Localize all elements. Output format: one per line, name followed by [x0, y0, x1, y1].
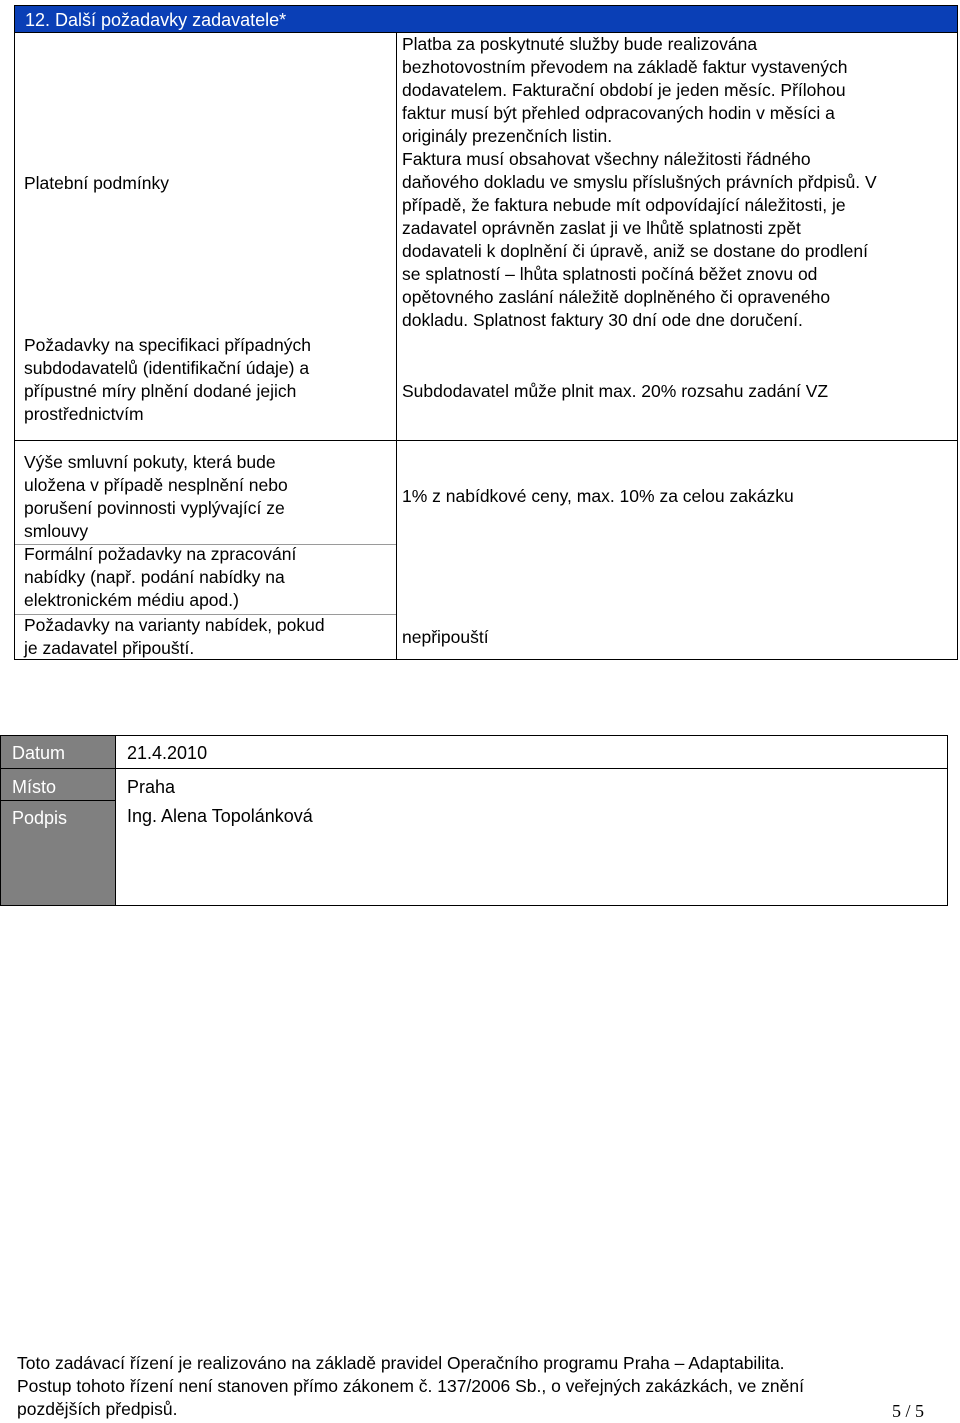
- signature-label: Podpis: [12, 808, 68, 828]
- text-line: dodavateli k doplnění či úpravě, aniž se dostane do prodlení: [402, 241, 869, 261]
- text-line: Formální požadavky na zpracování: [24, 544, 297, 564]
- text-line: bezhotovostním převodem na základě faktur vystavených: [402, 57, 848, 77]
- variant-requirements-value: nepřipouští: [402, 627, 489, 647]
- signature-value: Ing. Alena Topolánková: [127, 806, 313, 826]
- text-line: Požadavky na varianty nabídek, pokud: [24, 615, 325, 635]
- section-header: [14, 5, 958, 33]
- text-line: opětovného zaslání náležitě doplněného či opraveného: [402, 287, 831, 307]
- place-value: Praha: [127, 777, 176, 797]
- text-line: originály prezenčních listin.: [402, 126, 613, 146]
- text-line: subdodavatelů (identifikační údaje) a: [24, 358, 310, 378]
- text-line: je zadavatel připouští.: [24, 638, 195, 658]
- section-header-title: 12. Další požadavky zadavatele*: [25, 10, 287, 30]
- footer-note: [17, 1352, 804, 1421]
- formal-requirements-label: [24, 543, 296, 612]
- payment-terms-label: Platební podmínky: [24, 173, 169, 193]
- row-divider: [15, 440, 957, 441]
- footer-line: pozdějších předpisů.: [17, 1399, 178, 1419]
- footer-line: Toto zadávací řízení je realizováno na základě pravidel Operačního programu Praha – Adaptabilita.: [17, 1353, 785, 1373]
- page-number: 5 / 5: [891, 1401, 924, 1421]
- text-line: dokladu. Splatnost faktury 30 dní ode dne doručení.: [402, 310, 803, 330]
- signature-table: [0, 735, 948, 906]
- text-line: dodavatelem. Fakturační období je jeden měsíc. Přílohou: [402, 80, 846, 100]
- place-label: Místo: [12, 777, 57, 797]
- text-line: Požadavky na specifikaci případných: [24, 335, 311, 355]
- text-line: porušení povinnosti vyplývající ze: [24, 498, 285, 518]
- subcontractor-requirements-label: [24, 334, 311, 426]
- column-divider: [396, 33, 397, 659]
- footer-line: Postup tohoto řízení není stanoven přímo zákonem č. 137/2006 Sb., o veřejných zakázkách, ve znění: [17, 1376, 804, 1396]
- text-line: uložena v případě nesplnění nebo: [24, 475, 288, 495]
- row-divider: [1, 768, 947, 769]
- text-line: přípustné míry plnění dodané jejich: [24, 381, 297, 401]
- text-line: daňového dokladu ve smyslu příslušných právních přdpisů. V: [402, 172, 877, 192]
- contract-penalty-value: 1% z nabídkové ceny, max. 10% za celou zakázku: [402, 486, 794, 506]
- subcontractor-requirements-value: Subdodavatel může plnit max. 20% rozsahu zadání VZ: [402, 381, 829, 401]
- text-line: zadavatel oprávněn zaslat ji ve lhůtě splatnosti zpět: [402, 218, 801, 238]
- variant-requirements-label: [24, 614, 325, 660]
- text-line: se splatností – lhůta splatnosti počíná běžet znovu od: [402, 264, 818, 284]
- text-line: případě, že faktura nebude mít odpovídající náležitosti, je: [402, 195, 846, 215]
- text-line: prostřednictvím: [24, 404, 144, 424]
- row-divider: [1, 800, 116, 801]
- text-line: elektronickém médiu apod.): [24, 590, 239, 610]
- date-label: Datum: [12, 743, 66, 763]
- text-line: Platba za poskytnuté služby bude realizována: [402, 34, 758, 54]
- text-line: nabídky (např. podání nabídky na: [24, 567, 285, 587]
- text-line: Výše smluvní pokuty, která bude: [24, 452, 276, 472]
- contract-penalty-label: [24, 451, 288, 543]
- text-line: faktur musí být přehled odpracovaných hodin v měsíci a: [402, 103, 835, 123]
- payment-terms-value: [402, 33, 877, 332]
- text-line: Faktura musí obsahovat všechny náležitosti řádného: [402, 149, 811, 169]
- date-value: 21.4.2010: [127, 743, 208, 763]
- text-line: smlouvy: [24, 521, 89, 541]
